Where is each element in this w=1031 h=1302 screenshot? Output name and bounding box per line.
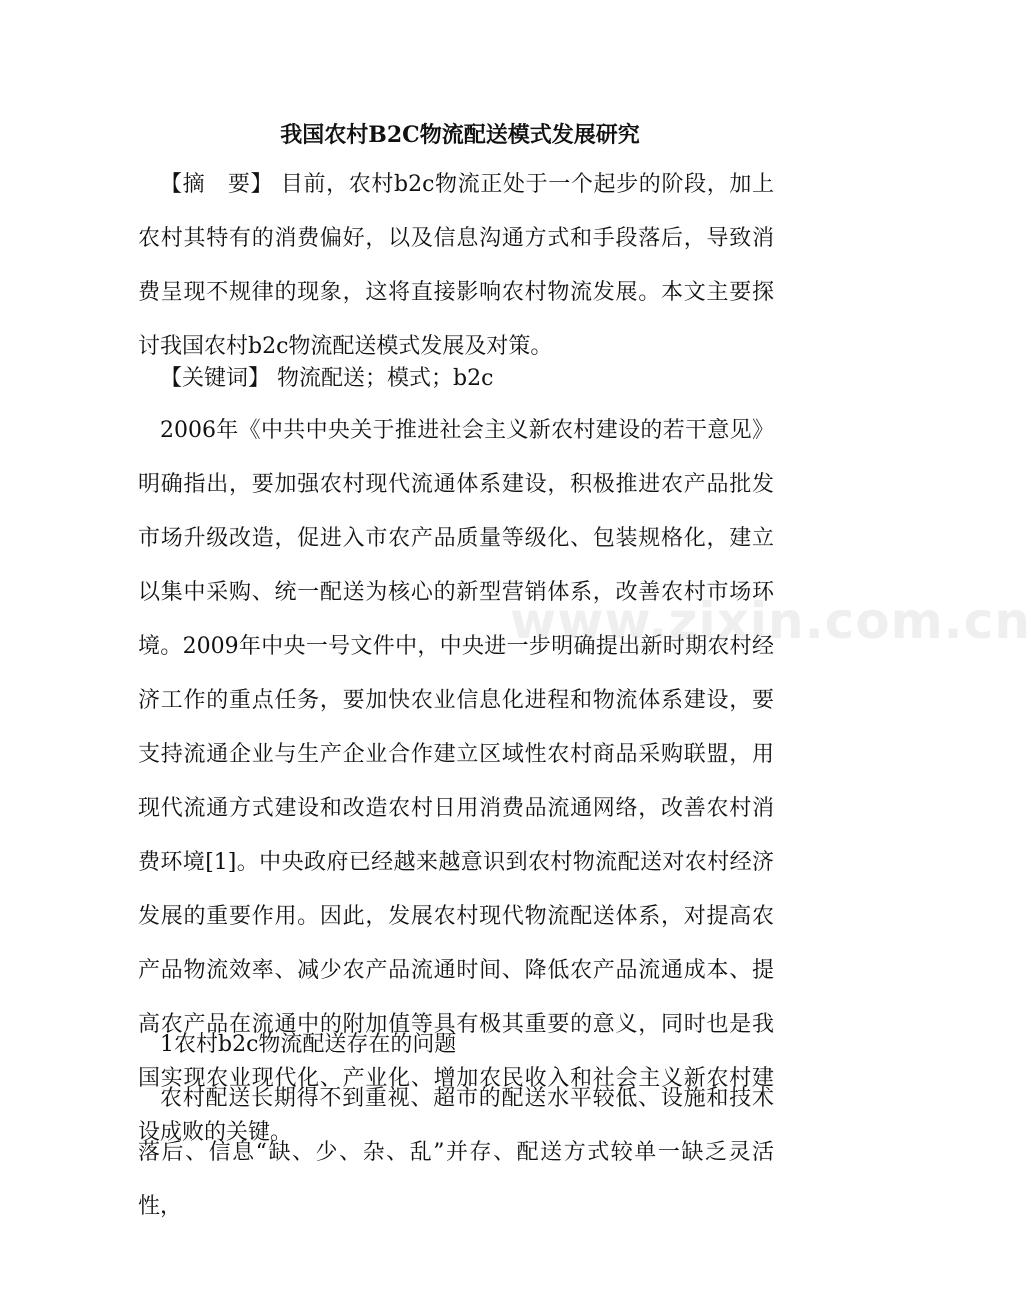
abstract-label: 【摘 要】 (160, 172, 274, 197)
site-watermark: www.zixin.com.cn (510, 592, 1031, 650)
body-paragraph-2: 农村配送长期得不到重视、超市的配送水平较低、设施和技术落后、信息“缺、少、杂、乱”并存、配送方式较单一缺乏灵活性， (138, 1086, 774, 1219)
document-title: 我国农村B2C物流配送模式发展研究 (280, 122, 640, 148)
section-heading-1: 1农村b2c物流配送存在的问题 (160, 1032, 457, 1057)
keywords-paragraph (138, 352, 774, 406)
body-paragraph-1: 2006年《中共中央关于推进社会主义新农村建设的若干意见》明确指出，要加强农村现代流通体系建设，积极推进农产品批发市场升级改造，促进入市农产品质量等级化、包装规格化，建立以集中采购、统一配送为核心的新型营销体系，改善农村市场环境。2009年中央一号文件中，中央进一步明确提出新时期农村经济工作的重点任务，要加快农业信息化进程和物流体系建设，要支持流通企业与生产企业合作建立区域性农村商品采购联盟，用现代流通方式建设和改造农村日用消费品流通网络，改善农村消费环境[1]。中央政府已经越来越意识到农村物流配送对农村经济发展的重要作用。因此，发展农村现代物流配送体系，对提高农产品物流效率、减少农产品流通时间、降低农产品流通成本、提高农产品在流通中的附加值等具有极其重要的意义，同时也是我国实现农业现代化、产业化、增加农民收入和社会主义新农村建设成败的关键。 (138, 418, 774, 1145)
keywords-label: 【关键词】 (160, 366, 271, 391)
abstract-paragraph (138, 158, 774, 374)
keywords-text: 物流配送；模式；b2c (270, 366, 494, 391)
abstract-text: 目前，农村b2c物流正处于一个起步的阶段，加上农村其特有的消费偏好，以及信息沟通方式和手段落后，导致消费呈现不规律的现象，这将直接影响农村物流发展。本文主要探讨我国农村b2c物流配送模式发展及对策。 (138, 172, 774, 359)
